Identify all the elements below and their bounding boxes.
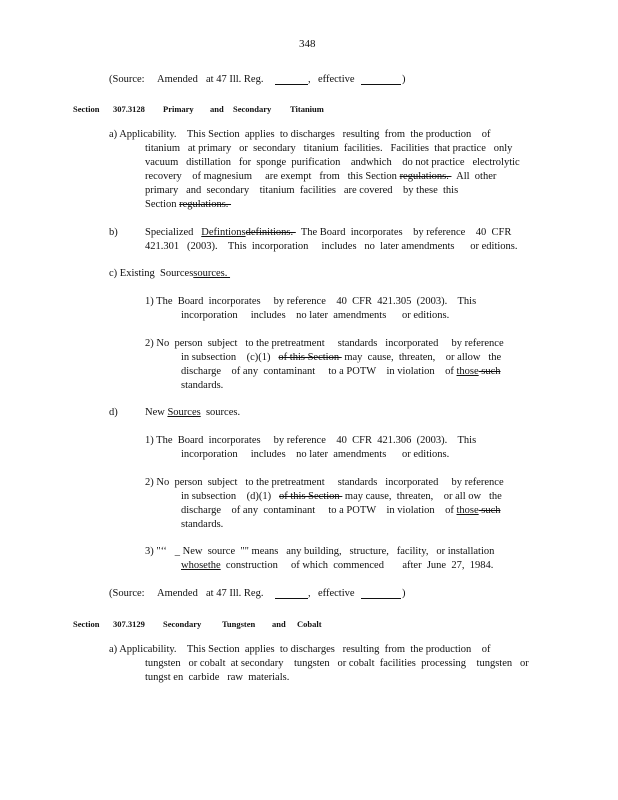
text-line: 2) No person subject to the pretreatment standards incorporated by reference	[145, 338, 504, 349]
effective-blank	[361, 74, 401, 85]
reg-blank	[275, 74, 308, 85]
source-close: )	[402, 588, 406, 599]
section-title-word: Primary	[163, 104, 194, 114]
section-number: 307.3128	[113, 104, 145, 114]
source-open: (Source:	[109, 74, 145, 85]
text-line: titanium at primary or secondary titanium facilities. Facilities that practice only	[145, 143, 513, 154]
source-amended: Amended	[157, 588, 198, 599]
text-line: 421.301 (2003). This incorporation includes no later amendments or editions.	[145, 241, 518, 252]
source-open: (Source:	[109, 588, 145, 599]
source-effective: effective	[318, 588, 355, 599]
source-close: )	[402, 74, 406, 85]
text-line: whosethe construction of which commenced after June 27, 1984.	[181, 560, 494, 571]
section-title-word: Tungsten	[222, 619, 256, 629]
source-reg: at 47 Ill. Reg.	[206, 74, 264, 85]
section-word: Section	[73, 619, 100, 629]
text-line: New Sources sources.	[145, 407, 241, 418]
source-amended: Amended	[157, 74, 198, 85]
page-number: 348	[299, 38, 316, 50]
text-line: incorporation includes no later amendments or editions.	[181, 310, 450, 321]
text-line: primary and secondary titanium facilities are covered by these this	[145, 185, 459, 196]
section-title-word: Secondary	[163, 619, 202, 629]
section-title-word: and	[272, 619, 286, 629]
text-line: tungst en carbide raw materials.	[145, 672, 290, 683]
section-word: Section	[73, 104, 100, 114]
section-title-word: Cobalt	[297, 619, 322, 629]
text-line: Specialized Defintionsdefinitions. The Board incorporates by reference 40 CFR	[145, 227, 512, 238]
section-number: 307.3129	[113, 619, 145, 629]
source-reg: at 47 Ill. Reg.	[206, 588, 264, 599]
text-line: a) Applicability. This Section applies to discharges resulting from the production of	[109, 644, 491, 655]
text-line: Section regulations.	[145, 199, 232, 210]
source-effective: effective	[318, 74, 355, 85]
text-line: 2) No person subject to the pretreatment standards incorporated by reference	[145, 477, 504, 488]
section-title-word: and	[210, 104, 224, 114]
text-line: standards.	[181, 519, 224, 530]
text-line: incorporation includes no later amendments or editions.	[181, 449, 450, 460]
text-line: vacuum distillation for sponge purification andwhich do not practice electrolytic	[145, 157, 520, 168]
section-title-word: Titanium	[290, 104, 324, 114]
text-line: discharge of any contaminant to a POTW in violation of those such	[181, 505, 501, 516]
text-line: tungsten or cobalt at secondary tungsten or cobalt facilities processing tungsten or	[145, 658, 529, 669]
text-line: a) Applicability. This Section applies to discharges resulting from the production of	[109, 129, 491, 140]
subsection-c-heading: c) Existing Sourcessources.	[109, 268, 231, 279]
text-line: standards.	[181, 380, 224, 391]
text-line: 1) The Board incorporates by reference 40 CFR 421.306 (2003). This	[145, 435, 477, 446]
item-label: b)	[109, 227, 118, 238]
text-line: in subsection (d)(1) of this Section may cause, threaten, or all ow the	[181, 491, 502, 502]
reg-blank	[275, 588, 308, 599]
section-title-word: Secondary	[233, 104, 272, 114]
text-line: discharge of any contaminant to a POTW in violation of those such	[181, 366, 501, 377]
text-line: recovery of magnesium are exempt from this Section regulations. All other	[145, 171, 497, 182]
effective-blank	[361, 588, 401, 599]
item-label: d)	[109, 407, 118, 418]
text-line: 1) The Board incorporates by reference 40 CFR 421.305 (2003). This	[145, 296, 477, 307]
text-line: in subsection (c)(1) of this Section may cause, threaten, or allow the	[181, 352, 502, 363]
text-line: 3) "‘‘ _ New source "" means any building, structure, facility, or installation	[145, 546, 495, 557]
